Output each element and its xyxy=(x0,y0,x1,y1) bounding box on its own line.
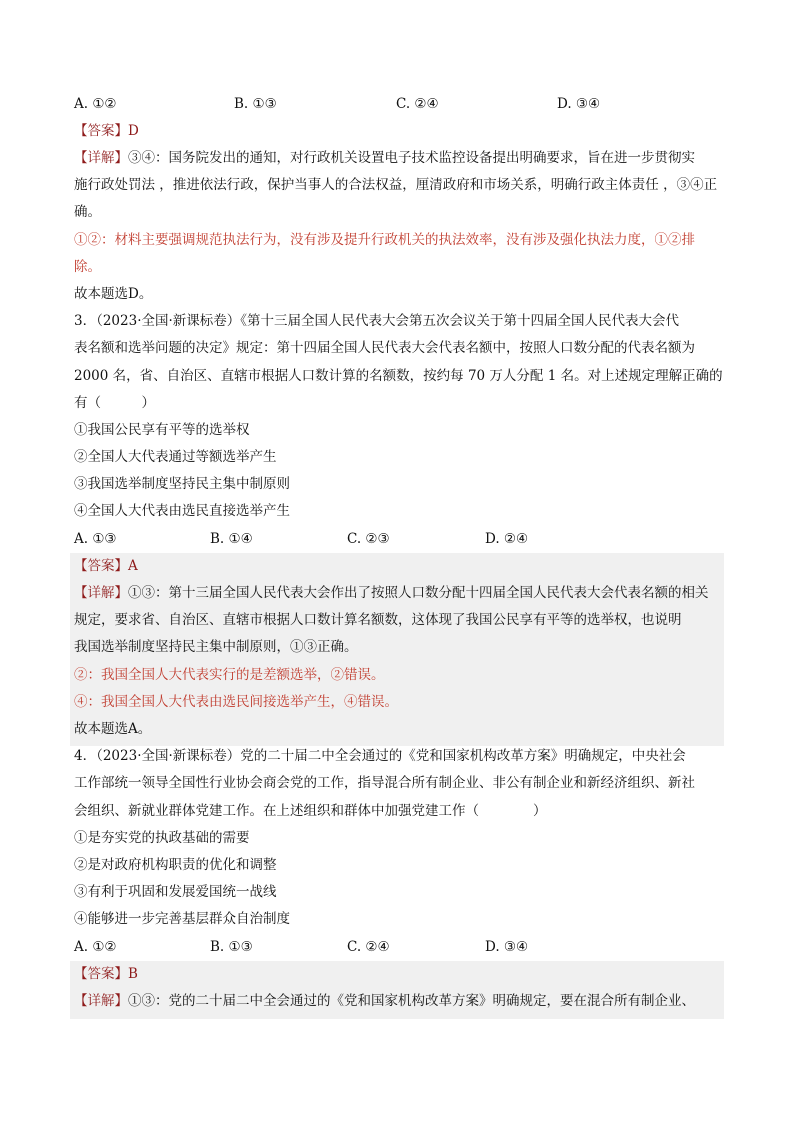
q4-stem-line-2: 工作部统一领导全国性行业协会商会党的工作，指导混合所有制企业、非公有制企业和新经济组织、新社 xyxy=(74,775,695,791)
q3-item-3: ③我国选举制度坚持民主集中制原则 xyxy=(74,476,290,492)
q3-option-c: C. ②③ xyxy=(347,531,390,547)
answer-label: 【答案】 xyxy=(74,966,128,982)
q3-item-2: ②全国人大代表通过等额选举产生 xyxy=(74,449,277,465)
q2-option-b: B. ①③ xyxy=(234,96,277,112)
q2-option-a: A. ①② xyxy=(74,96,117,112)
detail-text: ①③：党的二十届二中全会通过的《党和国家机构改革方案》明确规定，要在混合所有制企业、 xyxy=(128,993,695,1009)
q3-stem-line-1: 3．（2023·全国·新课标卷）《第十三届全国人民代表大会第五次会议关于第十四届全国人民代表大会代 xyxy=(74,313,680,329)
q4-stem-line-1: 4．（2023·全国·新课标卷）党的二十届二中全会通过的《党和国家机构改革方案》明确规定，中央社会 xyxy=(74,748,686,764)
q3-option-a: A. ①③ xyxy=(74,531,117,547)
detail-text: ①③：第十三届全国人民代表大会作出了按照人口数分配十四届全国人民代表大会代表名额的相关 xyxy=(128,585,709,601)
q4-option-d: D. ③④ xyxy=(485,939,529,955)
q2-detail-line-5: 除。 xyxy=(74,259,101,275)
q3-stem-line-2: 表名额和选举问题的决定》规定：第十四届全国人民代表大会代表名额中，按照人口数分配的代表名额为 xyxy=(74,340,695,356)
detail-label: 【详解】 xyxy=(74,150,128,166)
q2-conclusion: 故本题选D。 xyxy=(74,286,153,302)
q3-detail-line-4: ②：我国全国人大代表实行的是差额选举，②错误。 xyxy=(74,667,385,683)
q3-item-4: ④全国人大代表由选民直接选举产生 xyxy=(74,503,290,519)
q4-item-4: ④能够进一步完善基层群众自治制度 xyxy=(74,911,290,927)
q3-detail-line-1 xyxy=(74,583,709,603)
q3-stem-line-3: 2000 名，省、自治区、直辖市根据人口数计算的名额数，按约每 70 万人分配 1 名。对上述规定理解正确的 xyxy=(74,368,723,384)
q2-option-d: D. ③④ xyxy=(557,96,601,112)
q2-detail-line-1 xyxy=(74,148,695,168)
q4-item-2: ②是对政府机构职责的优化和调整 xyxy=(74,857,277,873)
q3-option-b: B. ①④ xyxy=(210,531,253,547)
detail-label: 【详解】 xyxy=(74,993,128,1009)
q4-detail-line-1 xyxy=(74,991,695,1011)
q3-detail-line-2: 规定，要求省、自治区、直辖市根据人口数计算名额数，这体现了我国公民享有平等的选举权，也说明 xyxy=(74,612,682,628)
q3-answer xyxy=(74,556,138,576)
q2-detail-line-3: 确。 xyxy=(74,204,101,220)
answer-label: 【答案】 xyxy=(74,558,128,574)
q3-conclusion: 故本题选A。 xyxy=(74,721,152,737)
q3-item-1: ①我国公民享有平等的选举权 xyxy=(74,422,250,438)
q4-item-1: ①是夯实党的执政基础的需要 xyxy=(74,830,250,846)
detail-label: 【详解】 xyxy=(74,585,128,601)
q3-option-d: D. ②④ xyxy=(485,531,529,547)
q3-stem-line-4: 有（ ） xyxy=(74,395,155,411)
q4-item-3: ③有利于巩固和发展爱国统一战线 xyxy=(74,884,277,900)
q2-option-c: C. ②④ xyxy=(396,96,439,112)
q3-detail-line-5: ④：我国全国人大代表由选民间接选举产生，④错误。 xyxy=(74,694,398,710)
q4-answer xyxy=(74,964,138,984)
q2-detail-line-4: ①②：材料主要强调规范执法行为，没有涉及提升行政机关的执法效率，没有涉及强化执法力度，①②排 xyxy=(74,232,695,248)
answer-value: D xyxy=(128,123,139,139)
answer-value: A xyxy=(128,558,138,574)
q2-detail-line-2: 施行政处罚法 ，推进依法行政，保护当事人的合法权益，厘清政府和市场关系，明确行政主体责任 ，③④正 xyxy=(74,177,718,193)
detail-text: ③④：国务院发出的通知，对行政机关设置电子技术监控设备提出明确要求，旨在进一步贯彻实 xyxy=(128,150,695,166)
q4-option-a: A. ①② xyxy=(74,939,117,955)
q2-answer xyxy=(74,121,139,141)
q4-option-b: B. ①③ xyxy=(210,939,253,955)
q4-option-c: C. ②④ xyxy=(347,939,390,955)
q3-detail-line-3: 我国选举制度坚持民主集中制原则，①③正确。 xyxy=(74,639,358,655)
answer-value: B xyxy=(128,966,138,982)
q4-stem-line-3: 会组织、新就业群体党建工作。在上述组织和群体中加强党建工作（ ） xyxy=(74,803,547,819)
answer-label: 【答案】 xyxy=(74,123,128,139)
